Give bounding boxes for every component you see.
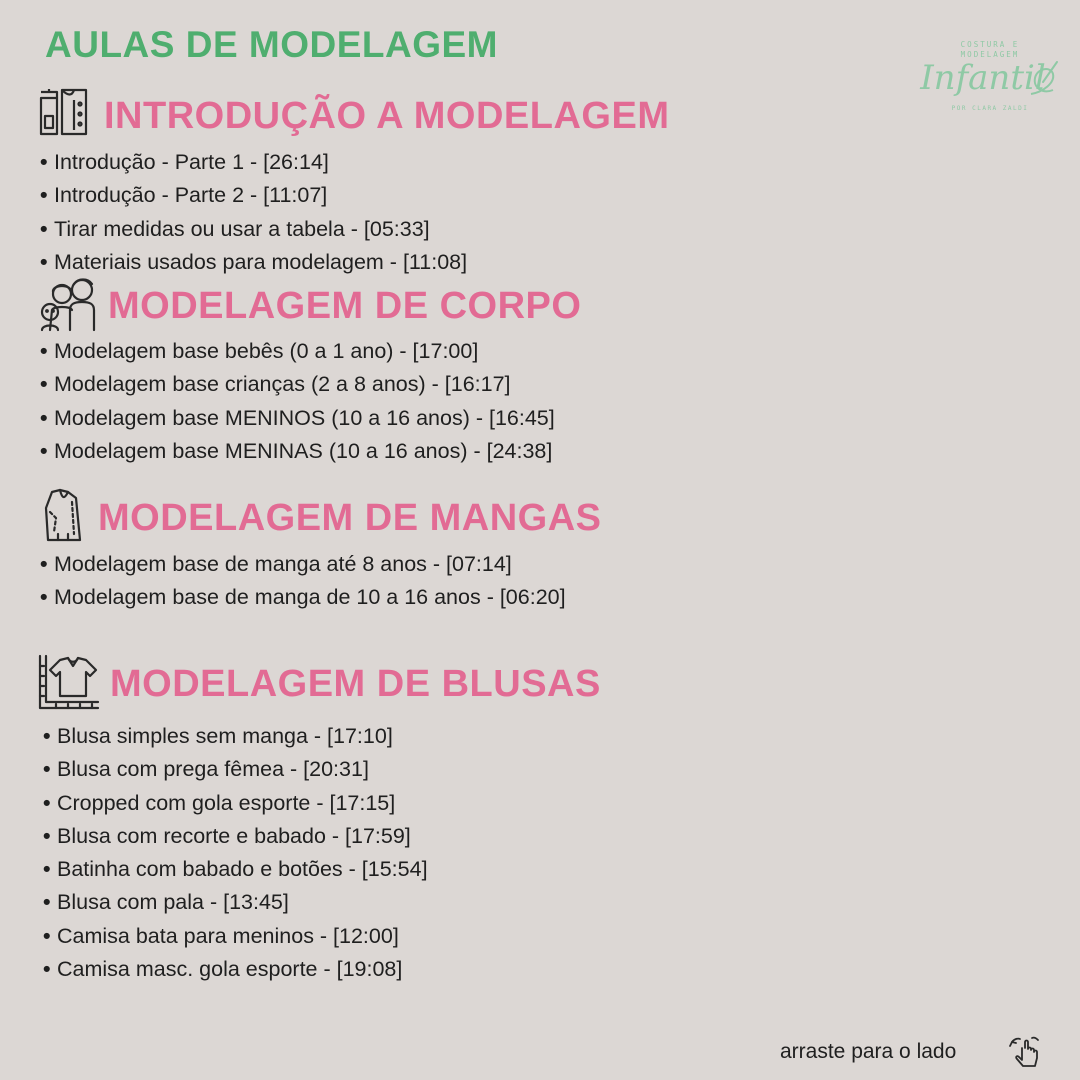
list-item[interactable]: • Tirar medidas ou usar a tabela - [05:33] [40,213,467,246]
list-item[interactable]: • Modelagem base bebês (0 a 1 ano) - [17:00] [40,335,555,368]
sleeve-pattern-icon [42,488,86,549]
section-title: INTRODUÇÃO A MODELAGEM [104,95,670,137]
logo-line2: MODELAGEM [960,50,1020,59]
list-item[interactable]: • Cropped com gola esporte - [17:15] [43,787,428,820]
logo-byline: POR CLARA ZALDI [951,105,1029,112]
list-item[interactable]: • Blusa simples sem manga - [17:10] [43,720,428,753]
list-item[interactable]: • Modelagem base MENINOS (10 a 16 anos) - [16:45] [40,402,555,435]
list-item[interactable]: • Blusa com pala - [13:45] [43,886,428,919]
section-title: MODELAGEM DE BLUSAS [110,663,601,705]
pattern-pieces-icon [38,86,90,143]
swipe-hint-text: arraste para o lado [780,1040,957,1063]
list-item[interactable]: • Blusa com prega fêmea - [20:31] [43,753,428,786]
list-item[interactable]: • Modelagem base MENINAS (10 a 16 anos) - [24:38] [40,435,555,468]
list-item[interactable]: • Introdução - Parte 2 - [11:07] [40,179,467,212]
list-item[interactable]: • Batinha com babado e botões - [15:54] [43,853,428,886]
list-item[interactable]: • Camisa bata para meninos - [12:00] [43,920,428,953]
logo-word: Infantil [920,58,1046,98]
list-item[interactable]: • Modelagem base de manga até 8 anos - [07:14] [40,548,566,581]
list-item[interactable]: • Blusa com recorte e babado - [17:59] [43,820,428,853]
swipe-hand-icon [1008,1034,1044,1075]
brand-logo [915,38,1065,120]
section-title: MODELAGEM DE CORPO [108,285,582,327]
lesson-list [40,146,467,279]
lesson-list [40,335,555,468]
brand-logo-graphic [915,38,1065,120]
logo-line1: COSTURA E [960,40,1020,49]
section-title: MODELAGEM DE MANGAS [98,497,602,539]
list-item[interactable]: • Introdução - Parte 1 - [26:14] [40,146,467,179]
list-item[interactable]: • Modelagem base crianças (2 a 8 anos) - [16:17] [40,368,555,401]
shirt-ruler-icon [38,654,100,715]
page-title: AULAS DE MODELAGEM [45,24,498,65]
lesson-list [43,720,428,986]
list-item[interactable]: • Modelagem base de manga de 10 a 16 anos - [06:20] [40,581,566,614]
family-icon [38,276,100,337]
lesson-list [40,548,566,615]
list-item[interactable]: • Materiais usados para modelagem - [11:08] [40,246,467,279]
list-item[interactable]: • Camisa masc. gola esporte - [19:08] [43,953,428,986]
